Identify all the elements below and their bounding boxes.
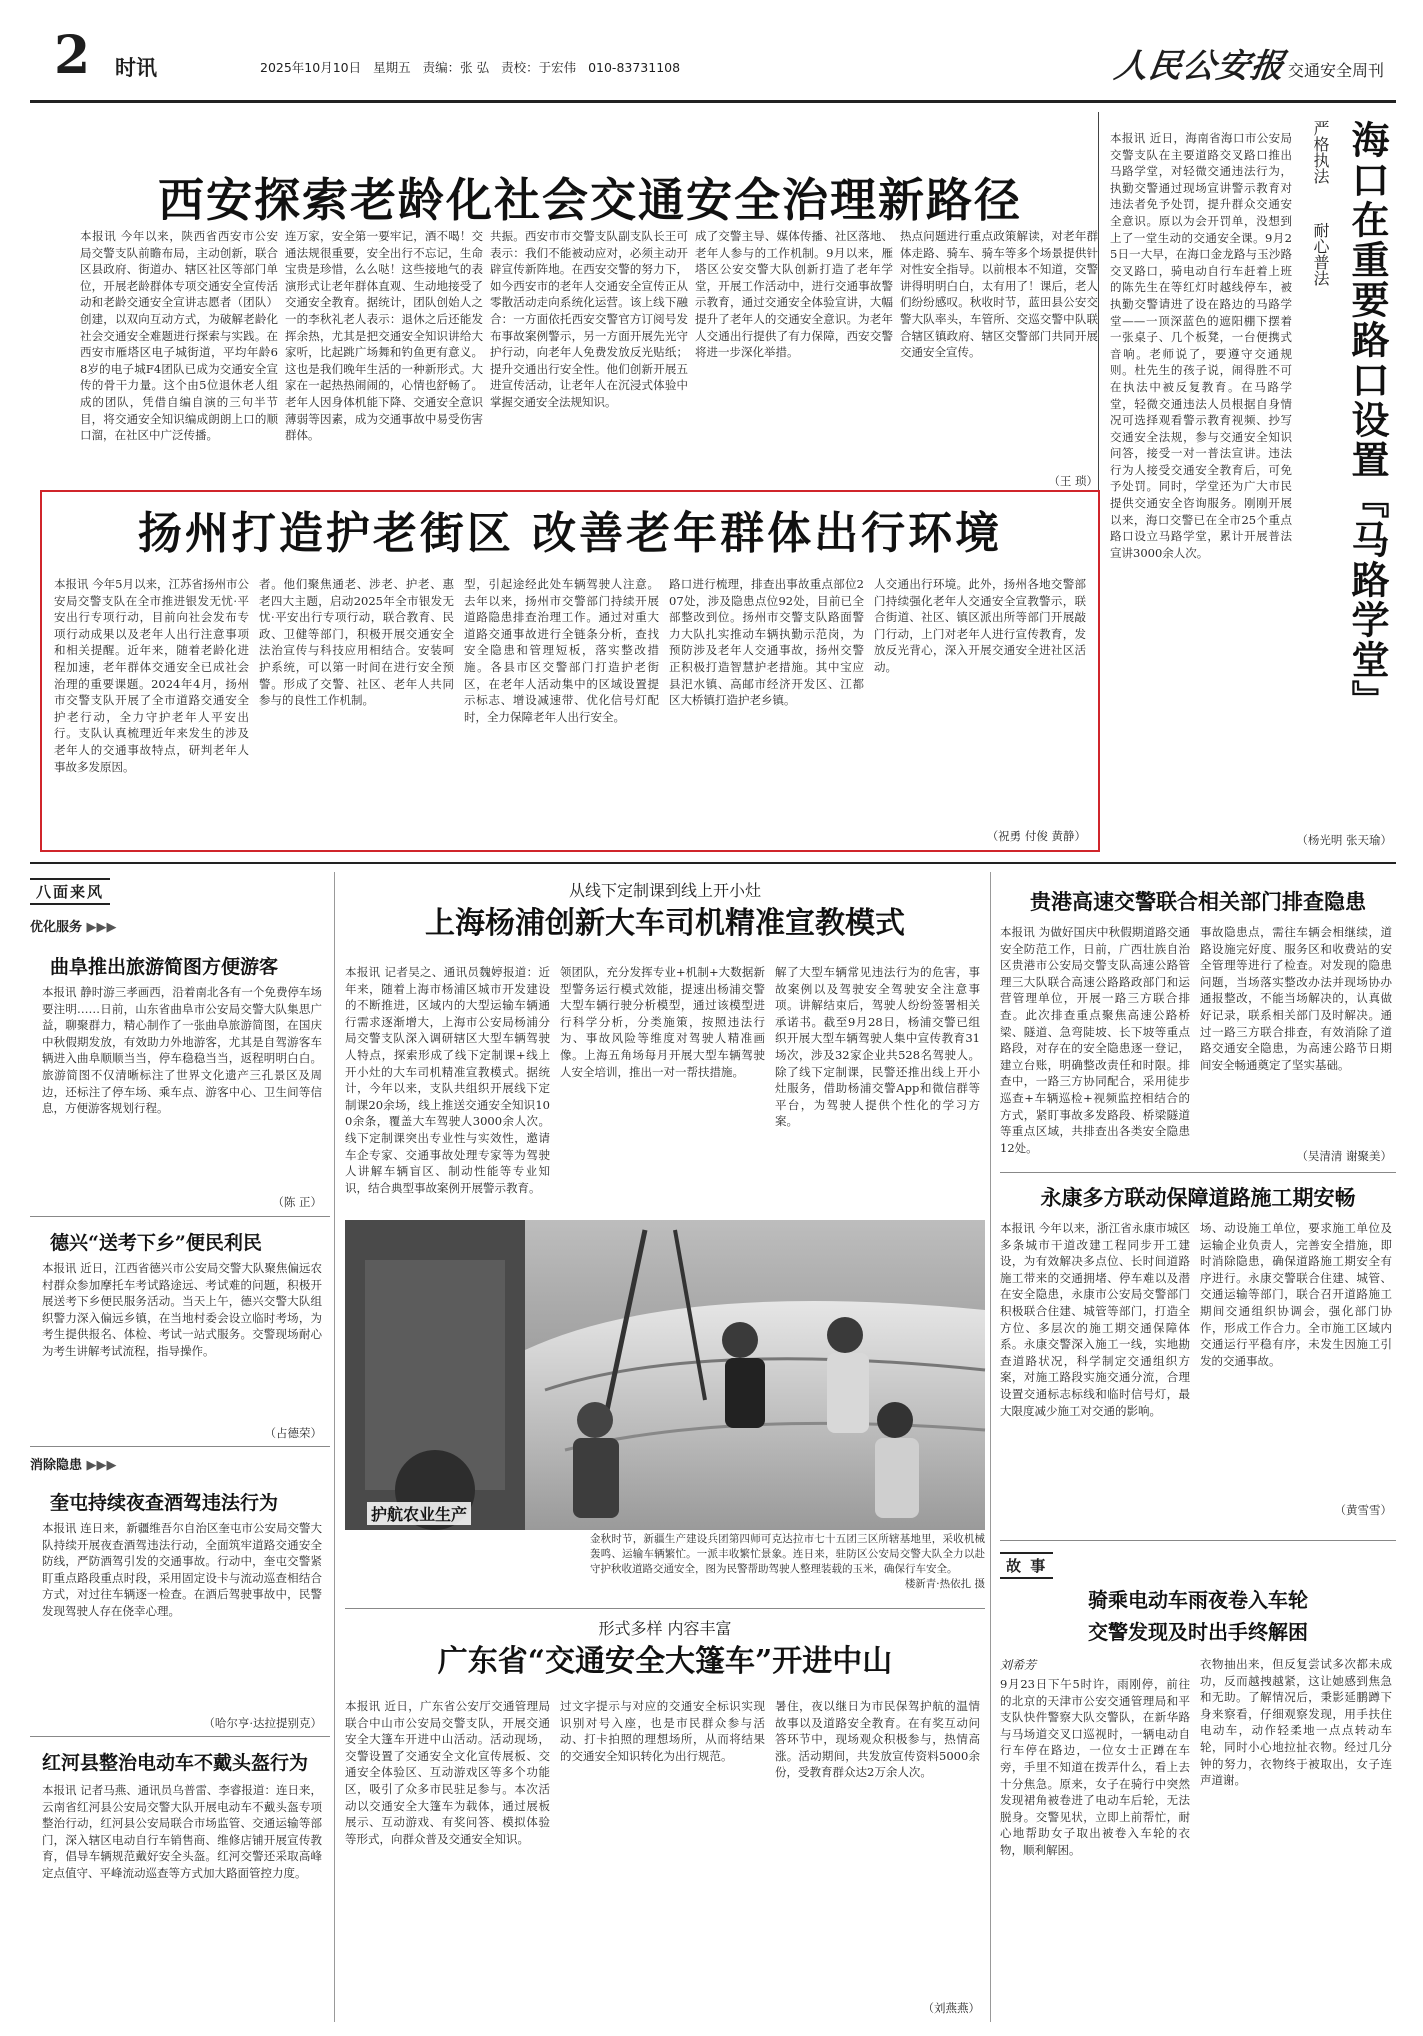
- yongkang-byline: （黄雪雪）: [1334, 1503, 1392, 1517]
- lead-col-2: 连万家，安全第一要牢记，酒不喝！交通法规很重要，安全出行不忘记，生命宝贵是珍惜，么么哒！这些接地气的表演形式让老年群体直观、生动地接受了交通安全教育。据统计，团队创始人之一的李秋礼老人表示：退休之后还能发挥余热，尤其是把交通安全知识讲给大家听，比起跳广场舞和钓鱼更有意义。这也是我们晚年生活的一种新形式。大家在一起热热闹闹的，心情也舒畅了。老年人因身体机能下降、交通安全意识薄弱等因素，成为交通事故中易受伤害群体。: [285, 229, 483, 443]
- shanghai-article: [345, 872, 985, 1212]
- shanghai-headline: 上海杨浦创新大车司机精准宣教模式: [425, 906, 905, 941]
- story-section-tag: [1000, 1552, 1053, 1579]
- guangdong-col-1: 本报讯 近日，广东省公安厅交通管理局联合中山市公安局交警支队，开展交通安全大篷车开进中山活动。活动现场，交警设置了交通安全文化宣传展板、交通安全体验区、互动游戏区等多个功能区，吸引了众多市民驻足参与。本次活动以交通安全大篷车为载体，通过展板展示、互动游戏、有奖问答、模拟体验等形式，向群众普及交通安全知识。: [345, 1699, 550, 1846]
- photo-credit: 楼新青·热依扎 摄: [904, 1578, 985, 1590]
- story-author: 刘希芳: [1000, 1658, 1037, 1672]
- haikou-text: 本报讯 近日，海南省海口市公安局交警支队在主要道路交叉路口推出马路学堂，对轻微交通违法行为，执勤交警通过现场宣讲警示教育对违法者免予处罚，提升群众交通安全意识。原以为会开罚单，没想到上了一堂生动的交通安全课。9月25日一大早，在海口金龙路与玉沙路交叉路口，骑电动自行车赶着上班的陈先生在等红灯时越线停车，被执勤交警请进了设在路边的马路学堂——一顶深蓝色的遮阳棚下摆着一张桌子、几个板凳，一台便携式音响。老师说了，要遵守交通规则。杜先生的孩子说，闹得胜不可在执法中被反复教育。在马路学堂，轻微交通违法人员根据自身情况可选择观看警示教育视频、抄写交通安全法规，参与交通安全知识问答，接受一对一普法宣讲。违法行为人接受交通安全教育后，可免予处罚。同时，学堂还为广大市民提供交通安全咨询服务。刚刚开展以来，海口交警已在全市25个重点路口设立马路学堂，累计开展普法宣讲3000余人次。: [1110, 131, 1292, 560]
- story-article: [1000, 1548, 1396, 2026]
- lead-col-1: 本报讯 今年以来，陕西省西安市公安局交警支队前瞻布局，主动创新，联合区县政府、街道办、辖区社区等部门单位，开展老龄群体专项交通安全宣传活动和老龄交通安全宣讲志愿者（团队）创建，以双向互动方式，为破解老龄化社会交通安全难题进行探索与实践。在西安市雁塔区电子城街道，平均年龄68岁的电子城F4团队已成为交通安全宣传的骨干力量。这个由5位退休老人组成的团队，凭借自编自演的三句半节目，将交通安全知识编成朗朗上口的顺口溜，在社区中广泛传播。: [80, 229, 278, 443]
- editor: 责编：张 弘: [422, 60, 490, 75]
- haikou-kicker-2: [1308, 222, 1332, 286]
- dexing-headline: 德兴“送考下乡”便民利民: [50, 1232, 262, 1254]
- honghe-headline: 红河县整治电动车不戴头盔行为: [42, 1752, 309, 1774]
- yangzhou-byline: （祝勇 付俊 黄静）: [986, 829, 1086, 843]
- dexing-byline: （占德荣）: [264, 1426, 322, 1440]
- tag-optimize-label: 优化服务: [30, 920, 83, 935]
- guigang-byline: （吴清清 谢聚美）: [1296, 1149, 1392, 1163]
- yangzhou-col-5: 人交通出行环境。此外，扬州各地交警部门持续强化老年人交通安全宣教警示，联合街道、社区、镇区派出所等部门开展敲门行动，上门对老年人进行宣传教育，发放反光背心，深入开展交通安全进社区活动。: [874, 577, 1086, 674]
- supplement-name: 交通安全周刊: [1288, 61, 1385, 80]
- issue-date: 2025年10月10日: [260, 60, 362, 75]
- kuitun-byline: （哈尔亨·达拉提别克）: [203, 1716, 322, 1730]
- honghe-text: 本报讯 记者马燕、通讯员乌普雷、李睿报道：连日来，云南省红河县公安局交警大队开展电动车不戴头盔专项整治行动，红河县公安局联合市场监管、交通运输等部门，深入辖区电动自行车销售商、维修店铺开展宣传教育，倡导车辆规范戴好安全头盔。红河交警还采取高峰定点值守、平峰流动巡查等方式加大路面管控力度。: [42, 1783, 322, 1880]
- haikou-kicker: [1308, 120, 1332, 184]
- yongkang-col-1: 本报讯 今年以来，浙江省永康市城区多条城市干道改建工程同步开工建设，为有效解决多点位、长时间道路施工带来的交通拥堵、停车难以及潜在安全隐患，永康市公安局交警部门积极联合住建、城管等部门，打造全方位、多层次的施工期交通保障体系。永康交警深入施工一线，实地勘查道路状况，科学制定交通组织方案，对施工路段实施交通分流，合理设置交通标志标线和临时信号灯，最大限度减少施工对交通的影响。: [1000, 1221, 1190, 1418]
- guangdong-headline: 广东省“交通安全大篷车”开进中山: [437, 1644, 893, 1679]
- yangzhou-col-4: 路口进行梳理，排查出事故重点部位207处，涉及隐患点位92处，目前已全部整改到位。扬州市交警支队路面警力大队扎实推动车辆执勤示范岗，为预防涉及老年人交通事故，扬州交警正积极打造智慧护老措施。其中宝应县汜水镇、高邮市经济开发区、江都区大桥镇打造护老乡镇。: [669, 577, 864, 708]
- photo-caption-text: 金秋时节，新疆生产建设兵团第四师可克达拉市七十五团三区所辖基地里，采收机械轰鸣、运输车辆繁忙。一派丰收繁忙景象。连日来，驻防区公安局交警大队全力以赴守护秋收道路交通安全，图为民警帮助驾驶人整理装载的玉米，确保行车安全。: [590, 1533, 985, 1575]
- qufu-byline: （陈 正）: [272, 1195, 322, 1209]
- photo-illustration: [345, 1220, 985, 1530]
- guigang-article: [1000, 872, 1396, 1172]
- lead-article: [80, 108, 1100, 486]
- tag-eliminate-hazards: 消除隐患 ▶▶▶: [30, 1458, 117, 1473]
- lead-byline: （王 琐）: [1048, 474, 1098, 488]
- shanghai-kicker: 从线下定制课到线上开小灶: [568, 881, 761, 900]
- tag-eliminate-label: 消除隐患: [30, 1458, 83, 1473]
- story-col-1: 9月23日下午5时许，雨刚停，前往的北京的天津市公安交通管理局和平支队快件警察大队交警队，在新华路与马场道交叉口巡视时，一辆电动自行车停在路边，一位女士正蹲在车旁，手里不知道在拨弄什么，看上去十分焦急。原来，女子在骑行中突然发现裙角被卷进了电动车后轮，无法脱身。交警见状，立即上前帮忙，耐心地帮助女子取出被卷入车轮的衣物，顺利解困。: [1000, 1677, 1190, 1857]
- qufu-headline: 曲阜推出旅游简图方便游客: [50, 956, 279, 978]
- haikou-headline: 海口在重要路口设置『马路学堂』: [1345, 120, 1390, 720]
- shanghai-col-1: 本报讯 记者吴之、通讯员魏婷报道：近年来，随着上海市杨浦区城市开发建设的不断推进，区域内的大型运输车辆通行需求逐渐增大，上海市公安局杨浦分局交警支队深入调研辖区大型车辆驾驶人特点，探索形成了线下定制课+线上开小灶的大车司机精准宣教模式。据统计，今年以来，支队共组织开展线下定制课20余场，线上推送交通安全知识100余条，覆盖大车驾驶人3000余人次。线下定制课突出专业性与实效性，邀请车企专家、交通事故处理专家等为驾驶人讲解车辆盲区、制动性能等专业知识，结合典型事故案例开展警示教育。: [345, 965, 550, 1195]
- yangzhou-article: [40, 490, 1100, 852]
- issue-info: [260, 58, 680, 76]
- haikou-article: [1108, 112, 1398, 857]
- photo-tag: 护航农业生产: [367, 1502, 471, 1525]
- guigang-col-1: 本报讯 为做好国庆中秋假期道路交通安全防范工作，日前，广西壮族自治区贵港市公安局交警支队高速公路管理三大队联合高速公路路政部门和运营管理单位，开展一路三方联合排查。此次排查重点聚焦高速公路桥梁、隧道、急弯陡坡、长下坡等重点路段，对存在的安全隐患逐一登记，建立台账，明确整改责任和时限。排查中，一路三方协同配合，采用徒步巡查+车辆巡检+视频监控相结合的方式，紧盯事故多发路段、桥梁隧道等重点区域，共排查出各类安全隐患12处。: [1000, 925, 1190, 1155]
- yangzhou-col-3: 型，引起途经此处车辆驾驶人注意。去年以来，扬州市交警部门持续开展道路隐患排查治理工作。通过对重大道路交通事故进行全链条分析，查找安全隐患和管理短板，落实整改措施。各县市区交警部门打造护老街区，在老年人活动集中的区域设置提示标志、增设减速带、优化信号灯配时，全力保障老年人出行安全。: [464, 577, 659, 724]
- guangdong-col-3: 暑住，夜以继日为市民保驾护航的温情故事以及道路安全教育。在有奖互动问答环节中，现场观众积极参与，热情高涨。活动期间，共发放宣传资料5000余份，受教育群众达2万余人次。: [775, 1699, 980, 1780]
- haikou-text-top: [1110, 130, 1292, 560]
- section-tag-bamian: [30, 878, 110, 905]
- photo-caption: [590, 1532, 985, 1604]
- yongkang-headline: 永康多方联动保障道路施工期安畅: [1040, 1185, 1356, 1210]
- lead-headline: 西安探索老龄化社会交通安全治理新路径: [158, 173, 1022, 227]
- yangzhou-col-2: 者。他们聚焦通老、涉老、护老、惠老四大主题，启动2025年全市银发无忧·平安出行专项行动，联合教育、民政、卫健等部门，积极开展交通安全法治宣传与科技应用相结合。安装呵护系统，可以第一时间在进行安全预警。形成了交警、社区、老年人共同参与的良性工作机制。: [259, 577, 454, 708]
- story-tag-label: 故 事: [1000, 1552, 1053, 1579]
- kuitun-text: 本报讯 连日来，新疆维吾尔自治区奎屯市公安局交警大队持续开展夜查酒驾违法行动，全面筑牢道路交通安全防线，严防酒驾引发的交通事故。行动中，奎屯交警紧盯重点路段重点时段，采用固定设卡与流动巡查相结合方式，对过往车辆逐一检查。在酒后驾驶事故中，民警发现驾驶人存在侥幸心理。: [42, 1521, 322, 1618]
- kuitun-headline: 奎屯持续夜查酒驾违法行为: [50, 1492, 279, 1514]
- lead-col-4: 成了交警主导、媒体传播、社区落地、老年人参与的工作机制。9月以来，雁塔区公安交警大队创新打造了老年学堂，开展工作活动中，进行交通事故警示教育，通过交通安全体验宣讲，大幅提升了老年人的交通安全意识。为老年人交通出行提供了有力保障，西安交警将进一步深化举措。: [695, 229, 893, 360]
- guangdong-article: [345, 1612, 985, 2022]
- section-tag-label: 八面来风: [30, 878, 110, 905]
- tag-optimize-service: 优化服务 ▶▶▶: [30, 920, 117, 935]
- guigang-headline: 贵港高速交警联合相关部门排查隐患: [1030, 889, 1366, 914]
- guangdong-col-2: 过文字提示与对应的交通安全标识实现识别对号入座，也是市民群众参与活动、打卡拍照的理想场所，从而将结果的交通安全知识转化为出行规范。: [560, 1699, 765, 1763]
- qufu-text: 本报讯 静时游三孝画西，沿着南北各有一个免费停车场要注明……日前，山东省曲阜市公安局交警大队集思广益，聊聚群力，精心制作了一张曲阜旅游简图，在国庆中秋假期发放，有效助力外地游客，尤其是自驾游客车辆进入曲阜顺顺当当，停车稳稳当当，返程明明白白。旅游简图不仅清晰标注了世界文化遗产三孔景区及周边，还标注了停车场、乘车点、游客中心、卫生间等信息，方便游客规划行程。: [42, 985, 322, 1116]
- issue-weekday: 星期五: [373, 60, 411, 75]
- page-number: 2: [54, 25, 91, 86]
- guangdong-kicker: 形式多样 内容丰富: [598, 1619, 732, 1638]
- lead-col-3: 共振。西安市市交警支队副支队长王可表示：我们不能被动应对，必须主动开辟宣传新阵地。在西安交警的努力下，如今西安市的老年人交通安全宣传正从零散活动走向系统化运营。该上线下融合：一方面依托西安交警官方订阅号发布事故案例警示，另一方面开展先光守护行动，向老年人免费发放反光贴纸；提升交通出行安全性。他们创新开展五进宣传活动，让老年人在沉浸式体验中掌握交通安全法规知识。: [490, 229, 688, 409]
- haikou-kicker-right: 耐心普法: [1311, 222, 1330, 286]
- phone: 010-83731108: [588, 60, 681, 75]
- guigang-col-2: 事故隐患点，需往车辆会相继续，道路设施完好度、服务区和收费站的安全管理等进行了检查。对发现的隐患问题，当场落实整改办法并现场协办通报整改，不能当场解决的，认真做好记录，联系相关部门及时解决。通过一路三方联合排查，有效消除了道路交通安全隐患，为高速公路节日期间安全畅通奠定了坚实基础。: [1200, 925, 1392, 1072]
- haikou-byline: （杨光明 张天瑜）: [1296, 833, 1392, 847]
- shanghai-col-2: 领团队，充分发挥专业+机制+大数据新型警务运行模式效能，提速出杨浦交警大型车辆行驶分析模型，通过该模型进行科学分析，分类施策，按照违法行为、事故风险等维度对驾驶人精准画像。上海五角场每月开展大型车辆驾驶人安全培训，推出一对一帮扶措施。: [560, 965, 765, 1079]
- yangzhou-headline: 扬州打造护老街区 改善老年群体出行环境: [137, 508, 1003, 559]
- yongkang-article: [1000, 1176, 1396, 1536]
- yongkang-col-2: 场、动设施工单位，要求施工单位及运输企业负责人，完善安全措施，即时消除隐患，确保道路施工期安全有序进行。永康交警联合住建、城管、交通运输等部门，联合召开道路施工期间交通组织协调会，强化部门协作，形成工作合力。全市施工区域内交通运行平稳有序，未发生因施工引发的交通事故。: [1200, 1221, 1392, 1368]
- shanghai-col-3: 解了大型车辆常见违法行为的危害，事故案例以及驾驶安全驾驶安全注意事项。讲解结束后，驾驶人纷纷签署相关承诺书。截至9月28日，杨浦交警已组织开展大型车辆驾驶人集中宣传教育31场次，涉及32家企业共528名驾驶人。除了线下定制课，民警还推出线上开小灶服务，借助杨浦交警App和微信群等平台，为驾驶人提供个性化的学习方案。: [775, 965, 980, 1129]
- paper-logo: 人民公安报: [1111, 46, 1288, 85]
- yangzhou-col-1: 本报讯 今年5月以来，江苏省扬州市公安局交警支队在全市推进银发无忧·平安出行专项行动，目前向社会发布专项行动成果以及老年人出行注意事项和相关提醒。近年来，随着老龄化进程加速，老年群体交通安全已成社会治理的重要课题。2024年4月，扬州市交警支队开展了全市道路交通安全护老行动，全力守护老年人平安出行。支队认真梳理近年来发生的涉及老年人的交通事故特点，研判老年人事故多发原因。: [54, 577, 249, 774]
- section-name: 时讯: [115, 56, 157, 80]
- story-headline: 骑乘电动车雨夜卷入车轮 交警发现及时出手终解困: [1088, 1588, 1308, 1644]
- guangdong-byline: （刘燕燕）: [922, 2001, 980, 2015]
- proofreader: 责校：于宏伟: [501, 60, 577, 75]
- masthead: [30, 22, 1396, 100]
- news-photo: [345, 1220, 985, 1530]
- story-col-2: 衣物抽出来，但反复尝试多次都未成功，反而越拽越紧，这让她感到焦急和无助。了解情况后，秉影延鹏蹲下身来察看，仔细观察发现，用手扶住电动车，动作轻柔地一点点转动车轮，同时小心地拉扯衣物。经过几分钟的努力，衣物终于被取出，女子连声道谢。: [1200, 1657, 1392, 1788]
- dexing-text: 本报讯 近日，江西省德兴市公安局交警大队聚焦偏远农村群众参加摩托车考试路途远、考试难的问题，积极开展送考下乡便民服务活动。当天上午，德兴交警大队组织警力深入偏远乡镇，在当地村委会设立临时考场，为考生提供报名、体检、考试一站式服务。交警现场耐心为考生讲解考试流程，指导操作。: [42, 1261, 322, 1358]
- haikou-kicker-left: 严格执法: [1311, 120, 1330, 184]
- lead-col-5: 热点问题进行重点政策解读，对老年群体走路、骑车、骑车等多个场景提供针对性安全指导。以前根本不知道，交警讲得明明白白，太有用了！课后，老人们纷纷感叹。秋收时节，蓝田县公安交警大队率头，车管所、交巡交警中队联合辖区镇政府、辖区交警部门共同开展交通安全宣传。: [900, 229, 1098, 360]
- left-column: [30, 872, 330, 2022]
